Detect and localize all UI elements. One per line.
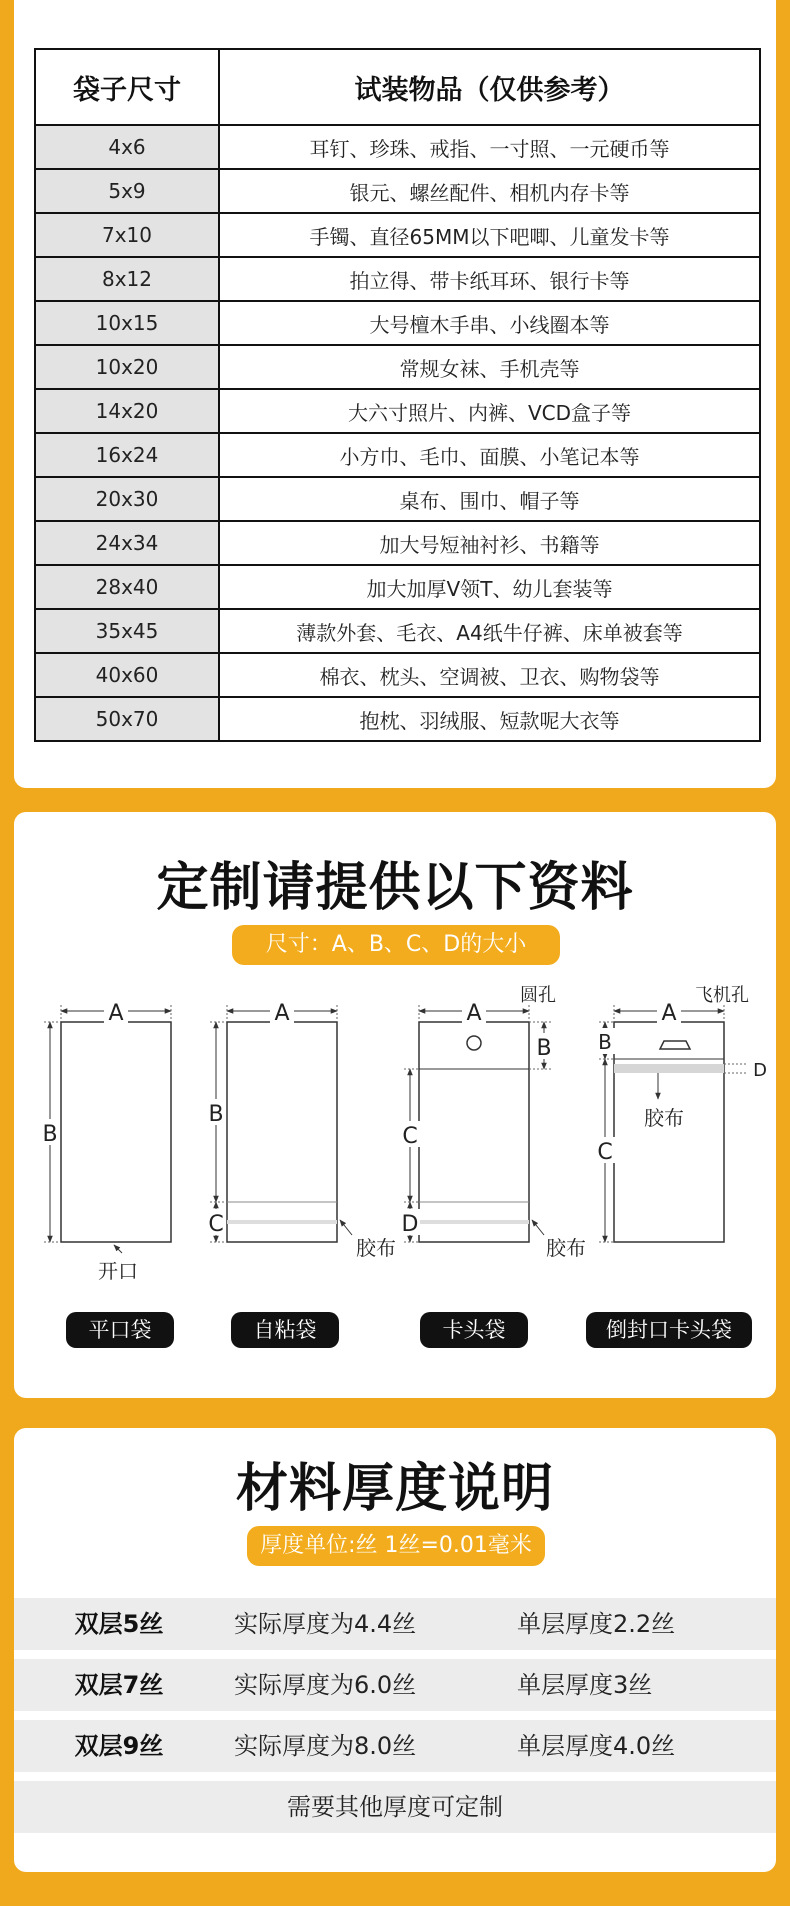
label-plane-hole: 飞机孔 bbox=[695, 985, 749, 1006]
single-thickness: 单层厚度3丝 bbox=[517, 1671, 653, 1699]
table-row bbox=[35, 169, 760, 213]
thickness-section-title: 材料厚度说明 bbox=[235, 1459, 554, 1519]
sample-items-cell: 手镯、直径65MM以下吧唧、儿童发卡等 bbox=[219, 213, 760, 257]
svg-text:C: C bbox=[597, 1140, 613, 1165]
label-c: C bbox=[208, 1212, 224, 1237]
label-opening: 开口 bbox=[98, 1259, 138, 1283]
thickness-row bbox=[14, 1598, 776, 1650]
layer-spec: 双层7丝 bbox=[74, 1671, 164, 1699]
svg-text:B: B bbox=[208, 1102, 224, 1127]
sample-items-cell: 大号檀木手串、小线圈本等 bbox=[219, 301, 760, 345]
table-row bbox=[35, 609, 760, 653]
sample-items-cell: 小方巾、毛巾、面膜、小笔记本等 bbox=[219, 433, 760, 477]
single-thickness: 单层厚度2.2丝 bbox=[517, 1610, 676, 1638]
size-info-pill: 尺寸：A、B、C、D的大小 bbox=[232, 925, 560, 965]
sample-items-cell: 大六寸照片、内裤、VCD盒子等 bbox=[219, 389, 760, 433]
column-header-size: 袋子尺寸 bbox=[35, 49, 219, 125]
reverse-seal-bag-diagram bbox=[595, 985, 767, 1242]
table-row bbox=[35, 697, 760, 741]
sample-items-cell: 桌布、围巾、帽子等 bbox=[219, 477, 760, 521]
table-row bbox=[35, 213, 760, 257]
bag-size-cell: 40x60 bbox=[35, 653, 219, 697]
sample-items-cell: 薄款外套、毛衣、A4纸牛仔裤、床单被套等 bbox=[219, 609, 760, 653]
bag-size-cell: 35x45 bbox=[35, 609, 219, 653]
custom-info-card bbox=[14, 812, 776, 1398]
sample-items-cell: 银元、螺丝配件、相机内存卡等 bbox=[219, 169, 760, 213]
thickness-row bbox=[14, 1659, 776, 1711]
sample-items-cell: 常规女袜、手机壳等 bbox=[219, 345, 760, 389]
thickness-row bbox=[14, 1720, 776, 1772]
svg-text:胶布: 胶布 bbox=[546, 1236, 586, 1260]
bag-size-cell: 10x15 bbox=[35, 301, 219, 345]
plane-hole-icon bbox=[660, 1041, 690, 1049]
bag-size-cell: 4x6 bbox=[35, 125, 219, 169]
single-thickness: 单层厚度4.0丝 bbox=[517, 1732, 676, 1760]
table-row bbox=[35, 477, 760, 521]
table-row bbox=[35, 565, 760, 609]
layer-spec: 双层5丝 bbox=[74, 1610, 164, 1638]
bag-label-flat: 平口袋 bbox=[66, 1312, 174, 1348]
bag-size-cell: 8x12 bbox=[35, 257, 219, 301]
thickness-unit-pill: 厚度单位:丝 1丝=0.01毫米 bbox=[247, 1526, 545, 1566]
bag-size-cell: 10x20 bbox=[35, 345, 219, 389]
table-header-row bbox=[35, 49, 760, 125]
svg-text:D: D bbox=[753, 1060, 767, 1081]
svg-text:B: B bbox=[536, 1036, 552, 1061]
table-row bbox=[35, 301, 760, 345]
svg-text:B: B bbox=[598, 1030, 612, 1054]
table-row bbox=[35, 389, 760, 433]
bag-label-adhesive: 自粘袋 bbox=[231, 1312, 339, 1348]
bag-dimension-diagram bbox=[14, 977, 776, 1297]
size-table bbox=[34, 48, 761, 742]
table-row bbox=[35, 653, 760, 697]
sample-items-cell: 加大加厚V领T、幼儿套装等 bbox=[219, 565, 760, 609]
layer-spec: 双层9丝 bbox=[74, 1732, 164, 1760]
actual-thickness: 实际厚度为8.0丝 bbox=[234, 1732, 417, 1760]
bag-size-cell: 50x70 bbox=[35, 697, 219, 741]
sample-items-cell: 耳钉、珍珠、戒指、一寸照、一元硬币等 bbox=[219, 125, 760, 169]
bag-label-reverse-seal: 倒封口卡头袋 bbox=[586, 1312, 752, 1348]
table-row bbox=[35, 125, 760, 169]
label-d: D bbox=[401, 1212, 419, 1237]
size-table-card bbox=[14, 0, 776, 788]
bag-size-cell: 24x34 bbox=[35, 521, 219, 565]
round-hole-icon bbox=[467, 1036, 481, 1050]
column-header-items: 试装物品（仅供参考） bbox=[219, 49, 760, 125]
bag-label-header: 卡头袋 bbox=[420, 1312, 528, 1348]
bag-size-cell: 7x10 bbox=[35, 213, 219, 257]
header-bag-diagram bbox=[400, 985, 586, 1260]
custom-section-title: 定制请提供以下资料 bbox=[156, 858, 634, 918]
svg-text:C: C bbox=[402, 1124, 418, 1149]
label-round-hole: 圆孔 bbox=[520, 985, 556, 1006]
actual-thickness: 实际厚度为4.4丝 bbox=[234, 1610, 417, 1638]
sample-items-cell: 棉衣、枕头、空调被、卫衣、购物袋等 bbox=[219, 653, 760, 697]
actual-thickness: 实际厚度为6.0丝 bbox=[234, 1671, 417, 1699]
label-b: B bbox=[42, 1122, 58, 1147]
table-row bbox=[35, 433, 760, 477]
label-a: A bbox=[108, 1001, 124, 1026]
thickness-card bbox=[14, 1428, 776, 1872]
table-row bbox=[35, 257, 760, 301]
svg-text:A: A bbox=[466, 1001, 482, 1026]
bag-size-cell: 14x20 bbox=[35, 389, 219, 433]
bag-size-cell: 5x9 bbox=[35, 169, 219, 213]
table-row bbox=[35, 521, 760, 565]
svg-text:A: A bbox=[661, 1001, 677, 1026]
svg-text:胶布: 胶布 bbox=[644, 1106, 684, 1130]
bag-size-cell: 16x24 bbox=[35, 433, 219, 477]
sample-items-cell: 抱枕、羽绒服、短款呢大衣等 bbox=[219, 697, 760, 741]
label-glue: 胶布 bbox=[356, 1236, 396, 1260]
adhesive-bag-diagram bbox=[206, 997, 396, 1260]
sample-items-cell: 拍立得、带卡纸耳环、银行卡等 bbox=[219, 257, 760, 301]
custom-thickness-note: 需要其他厚度可定制 bbox=[14, 1781, 776, 1833]
bag-size-cell: 20x30 bbox=[35, 477, 219, 521]
flat-bag-diagram bbox=[40, 997, 171, 1283]
svg-text:A: A bbox=[274, 1001, 290, 1026]
sample-items-cell: 加大号短袖衬衫、书籍等 bbox=[219, 521, 760, 565]
table-row bbox=[35, 345, 760, 389]
bag-size-cell: 28x40 bbox=[35, 565, 219, 609]
